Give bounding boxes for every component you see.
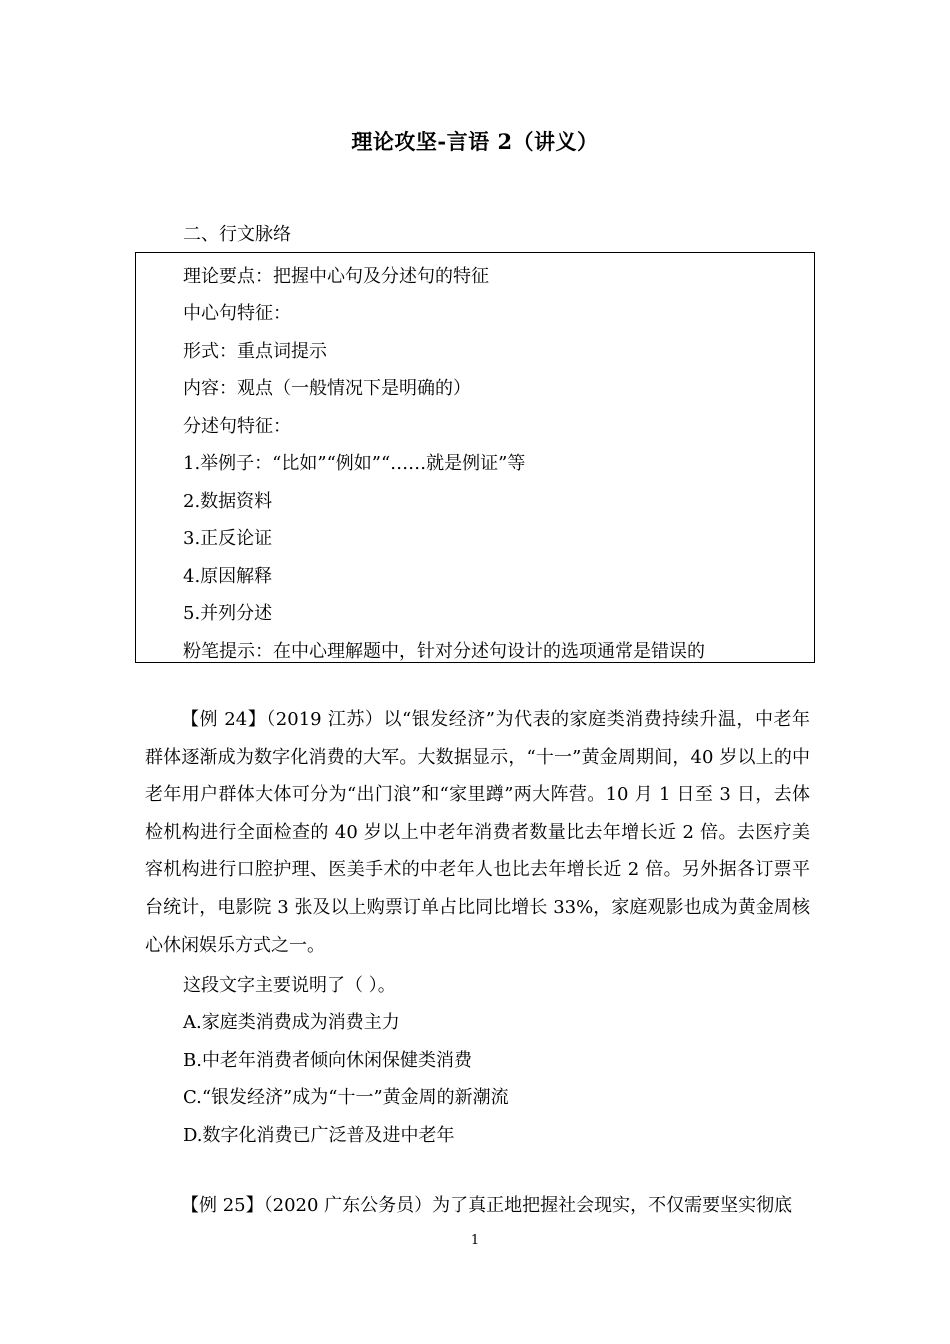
central-sentence-content: 内容：观点（一般情况下是明确的） (183, 378, 471, 399)
theory-box (135, 252, 815, 663)
example-25-passage: 【例 25】（2020 广东公务员）为了真正地把握社会现实，不仅需要坚实彻底 (181, 1195, 793, 1216)
theory-key-point: 理论要点：把握中心句及分述句的特征 (183, 266, 489, 287)
sub-sentence-item: 3.正反论证 (183, 528, 273, 549)
sub-sentence-item: 4.原因解释 (183, 566, 273, 587)
page-title: 理论攻坚-言语 2（讲义） (351, 129, 599, 154)
option-b: B.中老年消费者倾向休闲保健类消费 (183, 1050, 472, 1071)
sub-sentence-heading: 分述句特征： (183, 416, 291, 437)
example-24-question: 这段文字主要说明了（ ）。 (183, 975, 396, 996)
option-a: A.家庭类消费成为消费主力 (183, 1012, 400, 1033)
sub-sentence-item: 2.数据资料 (183, 491, 273, 512)
sub-sentence-item: 1.举例子：“比如”“例如”“……就是例证”等 (183, 453, 526, 474)
option-c: C.“银发经济”成为“十一”黄金周的新潮流 (183, 1087, 509, 1108)
section-heading: 二、行文脉络 (183, 224, 291, 245)
example-24-passage: 【例 24】（2019 江苏）以“银发经济”为代表的家庭类消费持续升温，中老年群体逐渐成为数字化消费的大军。大数据显示，“十一”黄金周期间，40 岁以上的中老年用户群体大体可分为“出门浪”和“家里蹲”两大阵营。10 月 1 日至 3 日，去体检机构进行全面检查的 40 岁以上中老年消费者数量比去年增长近 2 倍。去医疗美容机构进行口腔护理、医美手术的中老年人也比去年增长近 2 倍。另外据各订票平台统计，电影院 3 张及以上购票订单占比同比增长 33%，家庭观影也成为黄金周核心休闲娱乐方式之一。 (145, 709, 810, 956)
option-d: D.数字化消费已广泛普及进中老年 (183, 1125, 455, 1146)
central-sentence-form: 形式：重点词提示 (183, 341, 327, 362)
fenbi-tip: 粉笔提示：在中心理解题中，针对分述句设计的选项通常是错误的 (183, 641, 705, 662)
page-number: 1 (470, 1233, 480, 1248)
sub-sentence-item: 5.并列分述 (183, 603, 273, 624)
central-sentence-heading: 中心句特征： (183, 303, 291, 324)
